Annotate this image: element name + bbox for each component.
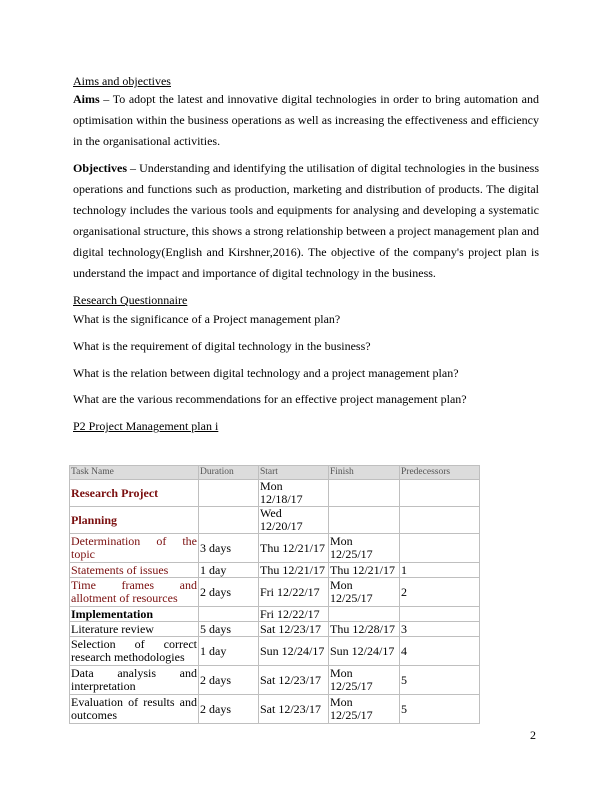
task-predecessors: 3 (400, 622, 480, 637)
column-header-task: Task Name (70, 466, 199, 480)
task-finish: Mon 12/25/17 (329, 666, 400, 695)
task-name: Planning (70, 507, 199, 534)
objectives-text: – Understanding and identifying the utilisation of digital technologies in the business operations and functions such as production, marketing and distribution of products. The digital technology includes the various tools and equipments for analysing and developing a systematic organisational structure, this shows a strong relationship between a project management plan and digital technology(English and Kirshner,2016). The objective of the company's project plan is understand the impact and importance of digital technology in the business. (73, 161, 539, 280)
aims-paragraph (73, 89, 539, 152)
task-finish: Thu 12/21/17 (329, 563, 400, 578)
page-number: 2 (530, 728, 536, 742)
question-4: What are the various recommendations for an effective project management plan? (73, 392, 467, 406)
table-row (70, 578, 480, 607)
task-finish (329, 480, 400, 507)
task-name: Determination of the topic (71, 534, 197, 561)
table-row (70, 622, 480, 637)
task-predecessors: 4 (400, 637, 480, 666)
aims-objectives-heading: Aims and objectives (73, 74, 171, 88)
research-questionnaire-heading: Research Questionnaire (73, 293, 188, 307)
task-duration: 1 day (199, 563, 259, 578)
task-finish: Thu 12/28/17 (329, 622, 400, 637)
objectives-paragraph (73, 158, 539, 284)
task-finish: Mon 12/25/17 (329, 534, 400, 563)
table-row (70, 607, 480, 622)
question-2: What is the requirement of digital technology in the business? (73, 339, 371, 353)
task-name: Evaluation of results and outcomes (71, 695, 197, 722)
task-start: Fri 12/22/17 (259, 578, 329, 607)
project-plan-heading: P2 Project Management plan i (73, 419, 219, 433)
column-header-start: Start (259, 466, 329, 480)
task-finish: Sun 12/24/17 (329, 637, 400, 666)
task-duration: 5 days (199, 622, 259, 637)
task-duration: 2 days (199, 666, 259, 695)
column-header-finish: Finish (329, 466, 400, 480)
task-predecessors (400, 480, 480, 507)
task-start: Sat 12/23/17 (259, 622, 329, 637)
task-name: Time frames and allotment of resources (71, 578, 197, 605)
task-predecessors: 5 (400, 666, 480, 695)
table-row (70, 507, 480, 534)
task-start: Thu 12/21/17 (259, 534, 329, 563)
table-row (70, 480, 480, 507)
task-start: Sun 12/24/17 (259, 637, 329, 666)
table-row (70, 534, 480, 563)
column-header-predecessors: Predecessors (400, 466, 480, 480)
task-duration: 3 days (199, 534, 259, 563)
aims-label: Aims (73, 92, 100, 106)
objectives-label: Objectives (73, 161, 127, 175)
task-name: Selection of correct research methodologies (71, 637, 197, 664)
question-1: What is the significance of a Project management plan? (73, 312, 341, 326)
task-name: Statements of issues (70, 563, 199, 578)
task-predecessors (400, 607, 480, 622)
task-start: Sat 12/23/17 (259, 695, 329, 724)
task-start: Sat 12/23/17 (259, 666, 329, 695)
question-3: What is the relation between digital technology and a project management plan? (73, 366, 459, 380)
aims-text: – To adopt the latest and innovative digital technologies in order to bring automation and optimisation within the business operations as well as increasing the effectiveness and efficiency in the organisational activities. (73, 92, 539, 148)
task-finish (329, 507, 400, 534)
task-name: Literature review (70, 622, 199, 637)
task-duration: 2 days (199, 578, 259, 607)
task-start: Fri 12/22/17 (259, 607, 329, 622)
task-duration (199, 607, 259, 622)
task-duration: 2 days (199, 695, 259, 724)
task-finish: Mon 12/25/17 (329, 695, 400, 724)
column-header-duration: Duration (199, 466, 259, 480)
task-finish: Mon 12/25/17 (329, 578, 400, 607)
task-start: Wed 12/20/17 (259, 507, 329, 534)
table-row (70, 563, 480, 578)
table-row (70, 666, 480, 695)
task-start: Mon 12/18/17 (259, 480, 329, 507)
table-row (70, 695, 480, 724)
task-name: Data analysis and interpretation (71, 666, 197, 693)
task-predecessors (400, 507, 480, 534)
task-predecessors: 1 (400, 563, 480, 578)
task-duration: 1 day (199, 637, 259, 666)
task-duration (199, 507, 259, 534)
task-start: Thu 12/21/17 (259, 563, 329, 578)
task-name: Research Project (70, 480, 199, 507)
task-finish (329, 607, 400, 622)
project-plan-table (69, 465, 480, 724)
task-duration (199, 480, 259, 507)
task-predecessors (400, 534, 480, 563)
task-name: Implementation (70, 607, 199, 622)
task-predecessors: 5 (400, 695, 480, 724)
task-predecessors: 2 (400, 578, 480, 607)
table-header-row (70, 466, 480, 480)
table-row (70, 637, 480, 666)
